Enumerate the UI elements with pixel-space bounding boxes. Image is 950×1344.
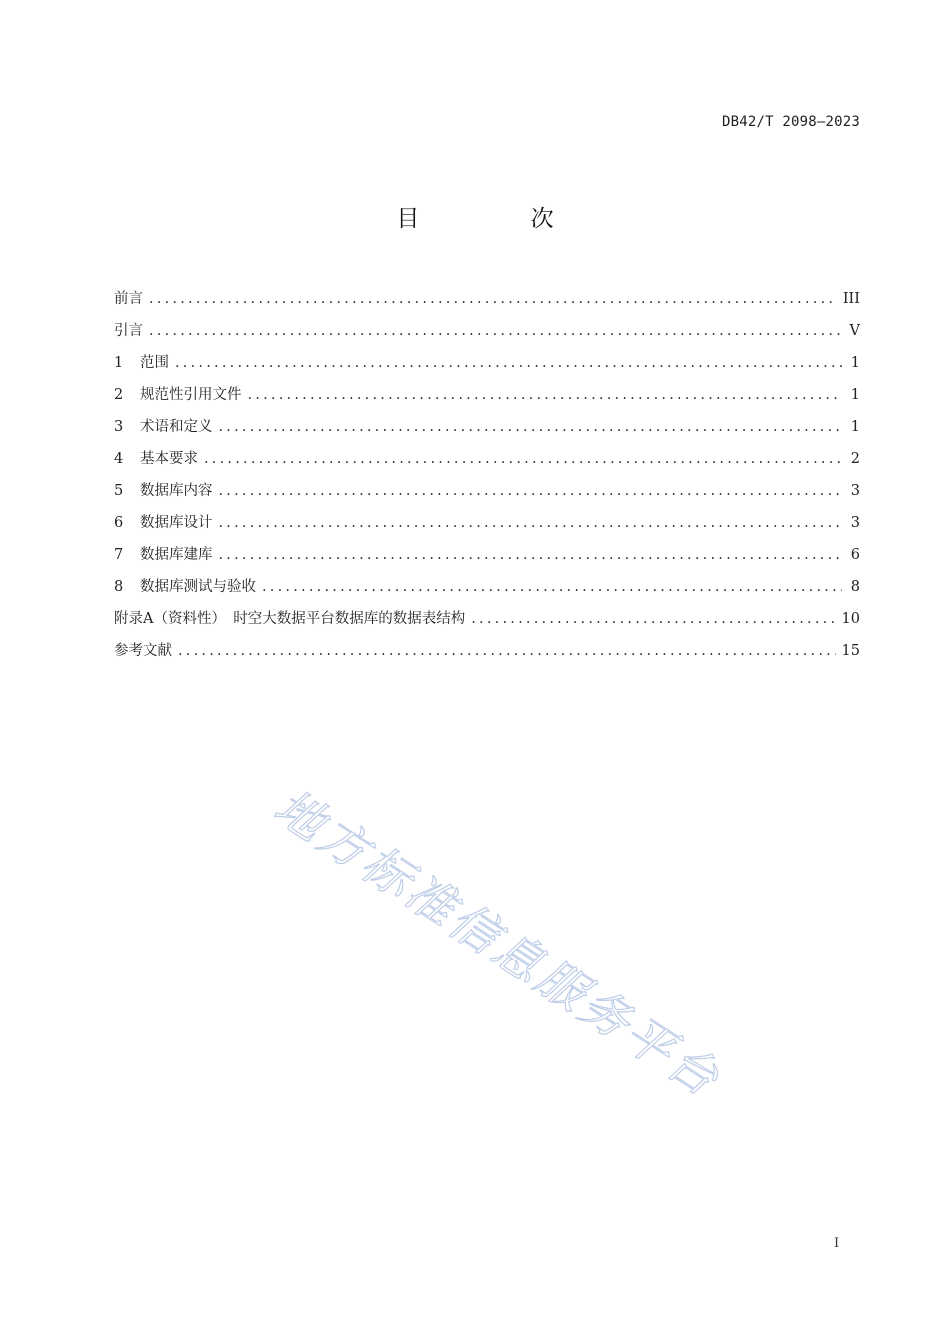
toc-item-page: 1 bbox=[850, 387, 860, 403]
toc-item-terms-definitions[interactable] bbox=[114, 415, 860, 447]
toc-item-number: 1 bbox=[114, 355, 124, 371]
toc-item-page: 1 bbox=[850, 355, 860, 371]
document-code: DB42/T 2098—2023 bbox=[721, 114, 860, 130]
toc-item-label: 数据库建库 bbox=[140, 547, 213, 563]
toc-item-label: 数据库内容 bbox=[140, 483, 213, 499]
toc-item-page: 6 bbox=[850, 547, 860, 563]
toc-item-label: 术语和定义 bbox=[140, 419, 213, 435]
toc-dot-leader bbox=[471, 607, 835, 631]
toc-item-basic-requirements[interactable] bbox=[114, 447, 860, 479]
toc-item-number: 7 bbox=[114, 547, 124, 563]
toc-item-label: 数据库设计 bbox=[140, 515, 213, 531]
toc-item-page: 1 bbox=[850, 419, 860, 435]
toc-item-page: 8 bbox=[850, 579, 860, 595]
toc-dot-leader bbox=[219, 543, 843, 567]
toc-dot-leader bbox=[178, 639, 836, 663]
toc-item-label: 引言 bbox=[114, 323, 143, 339]
toc-item-number: 6 bbox=[114, 515, 124, 531]
toc-dot-leader bbox=[175, 351, 842, 375]
toc-item-page: III bbox=[842, 291, 860, 307]
toc-item-number: 5 bbox=[114, 483, 124, 499]
toc-item-bibliography[interactable] bbox=[114, 639, 860, 671]
toc-dot-leader bbox=[204, 447, 842, 471]
toc-item-label: 前言 bbox=[114, 291, 143, 307]
toc-item-label: 附录A（资料性） 时空大数据平台数据库的数据表结构 bbox=[114, 611, 466, 627]
toc-item-database-testing[interactable] bbox=[114, 575, 860, 607]
toc-item-label: 数据库测试与验收 bbox=[140, 579, 256, 595]
toc-item-label: 基本要求 bbox=[140, 451, 198, 467]
toc-item-label: 规范性引用文件 bbox=[140, 387, 242, 403]
toc-item-page: 3 bbox=[850, 515, 860, 531]
toc-item-appendix-a[interactable] bbox=[114, 607, 860, 639]
toc-dot-leader bbox=[248, 383, 843, 407]
toc-item-database-construction[interactable] bbox=[114, 543, 860, 575]
toc-dot-leader bbox=[219, 415, 843, 439]
toc-dot-leader bbox=[149, 319, 842, 343]
toc-item-label: 参考文献 bbox=[114, 643, 172, 659]
page-number: I bbox=[834, 1236, 840, 1251]
toc-title: 目 次 bbox=[396, 206, 606, 232]
toc-dot-leader bbox=[219, 511, 843, 535]
toc-item-number: 3 bbox=[114, 419, 124, 435]
toc-item-foreword[interactable] bbox=[114, 287, 860, 319]
toc-item-scope[interactable] bbox=[114, 351, 860, 383]
watermark: 地方标准信息服务平台 bbox=[264, 778, 731, 1109]
toc-dot-leader bbox=[262, 575, 842, 599]
toc-list bbox=[114, 287, 860, 671]
toc-item-page: 15 bbox=[841, 643, 860, 659]
toc-item-page: 2 bbox=[850, 451, 860, 467]
toc-dot-leader bbox=[149, 287, 837, 311]
toc-item-page: 10 bbox=[841, 611, 860, 627]
toc-item-database-content[interactable] bbox=[114, 479, 860, 511]
toc-item-number: 8 bbox=[114, 579, 124, 595]
toc-item-database-design[interactable] bbox=[114, 511, 860, 543]
toc-item-number: 4 bbox=[114, 451, 124, 467]
toc-item-normative-references[interactable] bbox=[114, 383, 860, 415]
toc-dot-leader bbox=[219, 479, 843, 503]
toc-item-label: 范围 bbox=[140, 355, 169, 371]
toc-item-introduction[interactable] bbox=[114, 319, 860, 351]
toc-item-page: V bbox=[849, 323, 860, 339]
toc-item-number: 2 bbox=[114, 387, 124, 403]
toc-item-page: 3 bbox=[850, 483, 860, 499]
